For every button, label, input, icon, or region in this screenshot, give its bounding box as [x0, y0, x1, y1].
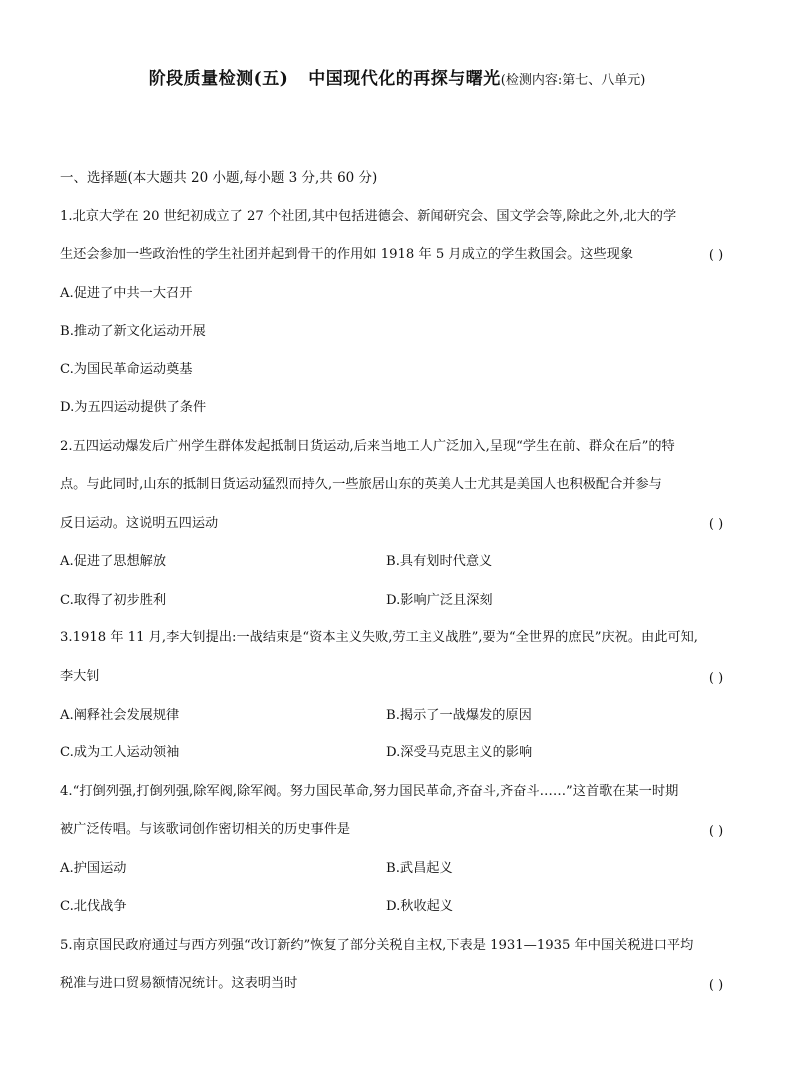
- question-3-option-a: A.阐释社会发展规律: [60, 708, 180, 723]
- question-3-option-c: C.成为工人运动领袖: [60, 745, 180, 760]
- question-5-line-2: 税准与进口贸易额情况统计。这表明当时: [60, 976, 298, 991]
- section-heading: 一、选择题(本大题共 20 小题,每小题 3 分,共 60 分): [60, 170, 378, 186]
- exam-title: 阶段质量检测(五): [148, 69, 289, 89]
- question-2-option-d: D.影响广泛且深刻: [386, 593, 493, 608]
- answer-blank-5: ( ): [708, 978, 724, 993]
- answer-blank-3: ( ): [708, 671, 724, 686]
- question-2-option-b: B.具有划时代意义: [386, 554, 493, 569]
- question-5-line-1: 5.南京国民政府通过与西方列强“改订新约”恢复了部分关税自主权,下表是 1931—1935 年中国关税进口平均: [60, 938, 694, 953]
- question-2-line-1: 2.五四运动爆发后广州学生群体发起抵制日货运动,后来当地工人广泛加入,呈现“学生在前、群众在后”的特: [60, 439, 675, 454]
- question-2-line-2: 点。与此同时,山东的抵制日货运动猛烈而持久,一些旅居山东的英美人士尤其是美国人也积极配合并参与: [60, 477, 662, 492]
- question-3-line-1: 3.1918 年 11 月,李大钊提出:一战结束是“资本主义失败,劳工主义战胜”,要为“全世界的庶民”庆祝。由此可知,: [60, 630, 698, 645]
- question-4-option-d: D.秋收起义: [386, 899, 454, 914]
- question-3-option-d: D.深受马克思主义的影响: [386, 745, 533, 760]
- exam-scope: (检测内容:第七、八单元): [500, 73, 646, 88]
- page-title: [0, 64, 794, 89]
- answer-blank-4: ( ): [708, 824, 724, 839]
- question-1-option-c: C.为国民革命运动奠基: [60, 362, 193, 377]
- question-2-line-3: 反日运动。这说明五四运动: [60, 516, 219, 531]
- question-4-option-c: C.北伐战争: [60, 899, 127, 914]
- exam-subtitle: 中国现代化的再探与曙光: [308, 69, 501, 89]
- question-4-option-b: B.武昌起义: [386, 861, 453, 876]
- question-4-line-1: 4.“打倒列强,打倒列强,除军阀,除军阀。努力国民革命,努力国民革命,齐奋斗,齐奋斗……”这首歌在某一时期: [60, 784, 679, 799]
- question-1-line-2: 生还会参加一些政治性的学生社团并起到骨干的作用如 1918 年 5 月成立的学生救国会。这些现象: [60, 247, 634, 262]
- question-1-option-a: A.促进了中共一大召开: [60, 286, 193, 301]
- question-1-option-b: B.推动了新文化运动开展: [60, 324, 206, 339]
- answer-blank-2: ( ): [708, 517, 724, 532]
- question-3-option-b: B.揭示了一战爆发的原因: [386, 708, 532, 723]
- question-4-line-2: 被广泛传唱。与该歌词创作密切相关的历史事件是: [60, 822, 351, 837]
- question-4-option-a: A.护国运动: [60, 861, 127, 876]
- question-2-option-a: A.促进了思想解放: [60, 554, 167, 569]
- question-2-option-c: C.取得了初步胜利: [60, 593, 167, 608]
- question-3-line-2: 李大钊: [60, 669, 100, 684]
- answer-blank-1: ( ): [708, 248, 724, 263]
- question-1-option-d: D.为五四运动提供了条件: [60, 400, 207, 415]
- question-1-line-1: 1.北京大学在 20 世纪初成立了 27 个社团,其中包括进德会、新闻研究会、国文学会等,除此之外,北大的学: [60, 209, 677, 224]
